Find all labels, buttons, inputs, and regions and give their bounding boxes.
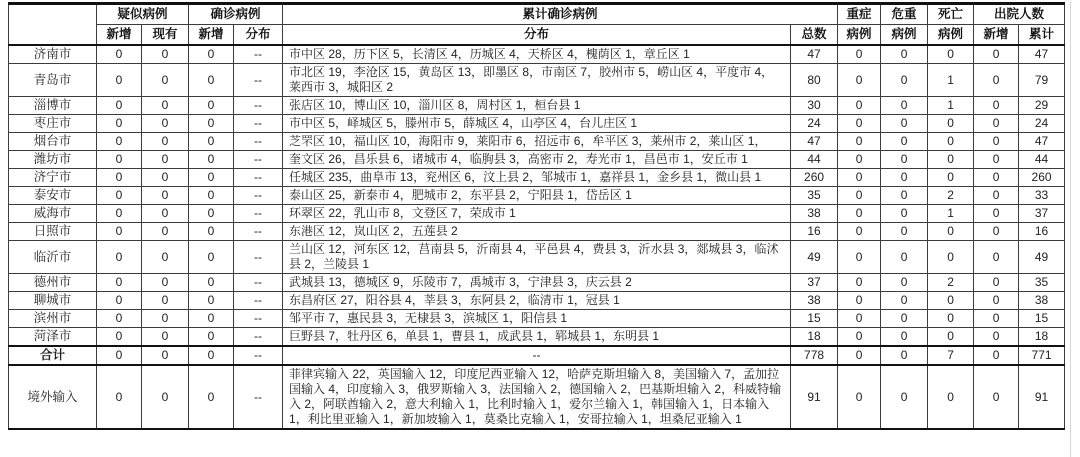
cell-total: 16	[791, 223, 838, 241]
cell-severe: 0	[838, 365, 881, 429]
cell-total: 778	[791, 346, 838, 365]
cell-conf-dist: --	[234, 151, 283, 169]
cell-city: 境外输入	[9, 365, 97, 429]
header-confirmed-group: 确诊病例	[189, 4, 283, 25]
cell-dist: 张店区 10，博山区 10，淄川区 8，周村区 1，桓台县 1	[283, 97, 791, 115]
cell-death: 0	[928, 169, 974, 187]
header-severe-line2: 病例	[838, 25, 881, 46]
cell-death: 0	[928, 292, 974, 310]
cell-severe: 0	[838, 133, 881, 151]
cell-out-total: 47	[1019, 45, 1065, 64]
cell-sus-new: 0	[97, 169, 142, 187]
cell-dist: 芝罘区 10，福山区 10，海阳市 9，莱阳市 6，招远市 6，牟平区 3，莱州市 2，莱山区 1，	[283, 133, 791, 151]
cell-conf-new: 0	[189, 187, 234, 205]
cell-severe: 0	[838, 187, 881, 205]
city-row	[9, 310, 1065, 328]
cell-sus-cur: 0	[142, 310, 189, 328]
cell-death: 0	[928, 328, 974, 347]
cell-out-total: 771	[1019, 346, 1065, 365]
cell-critical: 0	[881, 292, 928, 310]
cell-conf-dist: --	[234, 133, 283, 151]
header-city	[9, 4, 97, 46]
cell-critical: 0	[881, 169, 928, 187]
cell-conf-new: 0	[189, 45, 234, 64]
cell-out-total: 49	[1019, 241, 1065, 274]
cell-conf-new: 0	[189, 328, 234, 347]
cell-conf-new: 0	[189, 169, 234, 187]
cell-severe: 0	[838, 97, 881, 115]
cell-conf-dist: --	[234, 365, 283, 429]
cell-severe: 0	[838, 223, 881, 241]
cell-out-new: 0	[974, 133, 1019, 151]
cell-total: 24	[791, 115, 838, 133]
city-row	[9, 133, 1065, 151]
cell-conf-new: 0	[189, 346, 234, 365]
cell-conf-new: 0	[189, 274, 234, 292]
cell-severe: 0	[838, 274, 881, 292]
cell-total: 91	[791, 365, 838, 429]
cell-sus-cur: 0	[142, 223, 189, 241]
cell-out-total: 260	[1019, 169, 1065, 187]
cell-critical: 0	[881, 205, 928, 223]
header-cumulative-dist: 分布	[283, 25, 791, 46]
cell-out-total: 79	[1019, 64, 1065, 97]
cell-city: 日照市	[9, 223, 97, 241]
cell-out-total: 35	[1019, 274, 1065, 292]
cell-sus-new: 0	[97, 115, 142, 133]
cell-total: 47	[791, 133, 838, 151]
header-cumulative-total: 总数	[791, 25, 838, 46]
cell-sus-cur: 0	[142, 169, 189, 187]
cell-severe: 0	[838, 151, 881, 169]
cell-conf-dist: --	[234, 45, 283, 64]
cell-death: 0	[928, 45, 974, 64]
cell-conf-new: 0	[189, 205, 234, 223]
cell-sus-new: 0	[97, 292, 142, 310]
cell-total: 80	[791, 64, 838, 97]
cell-out-new: 0	[974, 97, 1019, 115]
cell-total: 260	[791, 169, 838, 187]
cell-conf-dist: --	[234, 187, 283, 205]
cell-total: 44	[791, 151, 838, 169]
cell-conf-dist: --	[234, 169, 283, 187]
page-right-edge	[1070, 2, 1071, 457]
cell-death: 0	[928, 310, 974, 328]
cell-death: 0	[928, 133, 974, 151]
cell-dist: 兰山区 12，河东区 12，莒南县 5，沂南县 4，平邑县 4，费县 3，沂水县 3，郯城县 3，临沭县 2，兰陵县 1	[283, 241, 791, 274]
cell-conf-dist: --	[234, 64, 283, 97]
cell-death: 0	[928, 365, 974, 429]
cell-conf-new: 0	[189, 97, 234, 115]
cell-sus-new: 0	[97, 310, 142, 328]
cell-sus-cur: 0	[142, 241, 189, 274]
cell-conf-dist: --	[234, 205, 283, 223]
cell-dist: 市中区 5，峄城区 5，滕州市 5，薛城区 4，山亭区 4，台儿庄区 1	[283, 115, 791, 133]
cell-sus-cur: 0	[142, 187, 189, 205]
city-row	[9, 45, 1065, 64]
header-row-sub	[9, 25, 1065, 46]
cell-severe: 0	[838, 169, 881, 187]
cell-out-total: 29	[1019, 97, 1065, 115]
cell-conf-dist: --	[234, 274, 283, 292]
cell-city: 聊城市	[9, 292, 97, 310]
header-critical-line1: 危重	[881, 4, 928, 25]
cell-out-new: 0	[974, 169, 1019, 187]
cell-sus-new: 0	[97, 205, 142, 223]
cell-sus-new: 0	[97, 45, 142, 64]
cell-total: 37	[791, 274, 838, 292]
cell-severe: 0	[838, 115, 881, 133]
cell-out-total: 91	[1019, 365, 1065, 429]
cell-city: 德州市	[9, 274, 97, 292]
header-suspected-group: 疑似病例	[97, 4, 189, 25]
cell-sus-cur: 0	[142, 97, 189, 115]
cell-death: 0	[928, 151, 974, 169]
cell-death: 1	[928, 64, 974, 97]
cell-critical: 0	[881, 328, 928, 347]
table-header	[9, 4, 1065, 46]
cell-sus-cur: 0	[142, 205, 189, 223]
cell-sus-new: 0	[97, 365, 142, 429]
cell-city: 烟台市	[9, 133, 97, 151]
cell-critical: 0	[881, 97, 928, 115]
cell-out-total: 37	[1019, 205, 1065, 223]
cell-conf-new: 0	[189, 133, 234, 151]
cell-severe: 0	[838, 64, 881, 97]
cell-conf-new: 0	[189, 115, 234, 133]
cell-city: 滨州市	[9, 310, 97, 328]
cell-conf-dist: --	[234, 115, 283, 133]
cell-sus-new: 0	[97, 274, 142, 292]
cell-total: 38	[791, 205, 838, 223]
cell-out-new: 0	[974, 292, 1019, 310]
cell-dist: 市北区 19，李沧区 15，黄岛区 13，即墨区 8，市南区 7，胶州市 5，崂山区 4，平度市 4，莱西市 3，城阳区 2	[283, 64, 791, 97]
cell-sus-cur: 0	[142, 151, 189, 169]
cell-critical: 0	[881, 187, 928, 205]
cell-sus-cur: 0	[142, 45, 189, 64]
header-discharged-new: 新增	[974, 25, 1019, 46]
header-row-groups	[9, 4, 1065, 25]
cell-total: 18	[791, 328, 838, 347]
cell-out-total: 44	[1019, 151, 1065, 169]
cell-critical: 0	[881, 223, 928, 241]
cell-out-new: 0	[974, 115, 1019, 133]
cell-death: 1	[928, 97, 974, 115]
cell-conf-dist: --	[234, 241, 283, 274]
cell-severe: 0	[838, 205, 881, 223]
cell-critical: 0	[881, 241, 928, 274]
cell-out-new: 0	[974, 274, 1019, 292]
cell-sus-new: 0	[97, 187, 142, 205]
header-discharged-group: 出院人数	[974, 4, 1065, 25]
cell-death: 0	[928, 115, 974, 133]
cell-dist: 任城区 235，曲阜市 13，兖州区 6，汶上县 2，邹城市 1，嘉祥县 1，金乡县 1，微山县 1	[283, 169, 791, 187]
cell-death: 0	[928, 241, 974, 274]
cell-out-total: 47	[1019, 133, 1065, 151]
header-severe-line1: 重症	[838, 4, 881, 25]
cell-dist: 环翠区 22，乳山市 8，文登区 7，荣成市 1	[283, 205, 791, 223]
cell-critical: 0	[881, 365, 928, 429]
cell-sus-new: 0	[97, 133, 142, 151]
cell-conf-dist: --	[234, 310, 283, 328]
cell-city: 枣庄市	[9, 115, 97, 133]
cell-out-new: 0	[974, 151, 1019, 169]
cell-sus-cur: 0	[142, 115, 189, 133]
cell-sus-cur: 0	[142, 292, 189, 310]
cell-out-total: 24	[1019, 115, 1065, 133]
cell-conf-dist: --	[234, 328, 283, 347]
header-suspected-new: 新增	[97, 25, 142, 46]
cell-sus-cur: 0	[142, 365, 189, 429]
cell-death: 7	[928, 346, 974, 365]
cell-conf-dist: --	[234, 292, 283, 310]
cell-city: 济宁市	[9, 169, 97, 187]
cell-sus-cur: 0	[142, 274, 189, 292]
cell-sus-new: 0	[97, 64, 142, 97]
city-row	[9, 274, 1065, 292]
cell-dist: 武城县 13，德城区 9，乐陵市 7，禹城市 3，宁津县 3，庆云县 2	[283, 274, 791, 292]
cell-conf-new: 0	[189, 151, 234, 169]
cell-critical: 0	[881, 133, 928, 151]
cell-dist: 邹平市 7，惠民县 3，无棣县 3，滨城区 1，阳信县 1	[283, 310, 791, 328]
cell-sus-new: 0	[97, 97, 142, 115]
city-row	[9, 223, 1065, 241]
cell-critical: 0	[881, 310, 928, 328]
cell-out-total: 33	[1019, 187, 1065, 205]
city-row	[9, 97, 1065, 115]
cell-out-new: 0	[974, 223, 1019, 241]
cell-city: 菏泽市	[9, 328, 97, 347]
cell-city: 淄博市	[9, 97, 97, 115]
cell-severe: 0	[838, 45, 881, 64]
header-discharged-cum: 累计	[1019, 25, 1065, 46]
city-row	[9, 205, 1065, 223]
header-death-line2: 病例	[928, 25, 974, 46]
cell-total: 15	[791, 310, 838, 328]
cell-sus-new: 0	[97, 223, 142, 241]
cell-city: 济南市	[9, 45, 97, 64]
cell-out-new: 0	[974, 365, 1019, 429]
cell-conf-new: 0	[189, 292, 234, 310]
cell-out-new: 0	[974, 205, 1019, 223]
cell-dist: 东昌府区 27，阳谷县 4，莘县 3，东阿县 2，临清市 1，冠县 1	[283, 292, 791, 310]
header-cumulative-group: 累计确诊病例	[283, 4, 838, 25]
city-row	[9, 64, 1065, 97]
cell-death: 2	[928, 274, 974, 292]
cell-total: 47	[791, 45, 838, 64]
cell-death: 0	[928, 223, 974, 241]
cell-out-new: 0	[974, 346, 1019, 365]
cell-dist: 市中区 28，历下区 5，长清区 4，历城区 4，天桥区 4，槐荫区 1，章丘区 1	[283, 45, 791, 64]
cell-severe: 0	[838, 292, 881, 310]
cell-critical: 0	[881, 45, 928, 64]
cell-out-new: 0	[974, 328, 1019, 347]
city-row	[9, 115, 1065, 133]
cell-severe: 0	[838, 310, 881, 328]
cell-critical: 0	[881, 274, 928, 292]
header-critical-line2: 病例	[881, 25, 928, 46]
cell-city: 青岛市	[9, 64, 97, 97]
cell-out-new: 0	[974, 187, 1019, 205]
cell-out-new: 0	[974, 64, 1019, 97]
cell-total: 49	[791, 241, 838, 274]
table-body	[9, 45, 1065, 429]
cell-death: 2	[928, 187, 974, 205]
cell-out-total: 18	[1019, 328, 1065, 347]
cell-conf-dist: --	[234, 346, 283, 365]
city-row	[9, 169, 1065, 187]
city-row	[9, 151, 1065, 169]
cell-conf-new: 0	[189, 310, 234, 328]
cell-sus-cur: 0	[142, 346, 189, 365]
cell-critical: 0	[881, 115, 928, 133]
total-row	[9, 346, 1065, 365]
cell-conf-dist: --	[234, 223, 283, 241]
cell-dist: 巨野县 7，牡丹区 6，单县 1，曹县 1，成武县 1，郓城县 1，东明县 1	[283, 328, 791, 347]
cell-out-new: 0	[974, 241, 1019, 274]
cell-severe: 0	[838, 328, 881, 347]
cell-total: 30	[791, 97, 838, 115]
header-suspected-existing: 现有	[142, 25, 189, 46]
city-row	[9, 292, 1065, 310]
cell-conf-dist: --	[234, 97, 283, 115]
cell-critical: 0	[881, 151, 928, 169]
cell-total: 35	[791, 187, 838, 205]
cell-severe: 0	[838, 346, 881, 365]
cell-conf-new: 0	[189, 223, 234, 241]
cell-city: 泰安市	[9, 187, 97, 205]
cell-critical: 0	[881, 64, 928, 97]
cell-conf-new: 0	[189, 64, 234, 97]
cell-city: 临沂市	[9, 241, 97, 274]
cell-sus-new: 0	[97, 346, 142, 365]
cell-out-total: 15	[1019, 310, 1065, 328]
cell-dist: 菲律宾输入 22，英国输入 12，印度尼西亚输入 12，哈萨克斯坦输入 8，美国输入 7，孟加拉国输入 4，印度输入 3，俄罗斯输入 3，法国输入 2，德国输入 2，巴基斯坦输入 2，科威特输入 2，阿联酋输入 2，意大利输入 1，比利时输入 1，爱尔兰输入 1，韩国输入 1，日本输入 1，利比里亚输入 1，新加坡输入 1，莫桑比克输入 1，安哥拉输入 1，坦桑尼亚输入 1	[283, 365, 791, 429]
cell-sus-cur: 0	[142, 64, 189, 97]
cell-dist: 东港区 12，岚山区 2，五莲县 2	[283, 223, 791, 241]
covid-stats-table	[8, 2, 1065, 430]
cell-conf-new: 0	[189, 241, 234, 274]
cell-out-new: 0	[974, 45, 1019, 64]
cell-severe: 0	[838, 241, 881, 274]
cell-city: 合计	[9, 346, 97, 365]
city-row	[9, 328, 1065, 347]
cell-dist: 泰山区 25，新泰市 4，肥城市 2，东平县 2，宁阳县 1，岱岳区 1	[283, 187, 791, 205]
cell-sus-new: 0	[97, 151, 142, 169]
cell-death: 1	[928, 205, 974, 223]
cell-out-new: 0	[974, 310, 1019, 328]
cell-dist: --	[283, 346, 791, 365]
cell-critical: 0	[881, 346, 928, 365]
cell-sus-cur: 0	[142, 328, 189, 347]
header-death-line1: 死亡	[928, 4, 974, 25]
cell-conf-new: 0	[189, 365, 234, 429]
city-row	[9, 241, 1065, 274]
cell-out-total: 38	[1019, 292, 1065, 310]
header-confirmed-dist: 分布	[234, 25, 283, 46]
cell-out-total: 16	[1019, 223, 1065, 241]
cell-dist: 奎文区 26，昌乐县 6，诸城市 4，临朐县 3，高密市 2，寿光市 1，昌邑市 1，安丘市 1	[283, 151, 791, 169]
cell-city: 潍坊市	[9, 151, 97, 169]
import-row	[9, 365, 1065, 429]
cell-total: 38	[791, 292, 838, 310]
cell-sus-new: 0	[97, 241, 142, 274]
header-confirmed-new: 新增	[189, 25, 234, 46]
cell-sus-new: 0	[97, 328, 142, 347]
city-row	[9, 187, 1065, 205]
cell-sus-cur: 0	[142, 133, 189, 151]
cell-city: 威海市	[9, 205, 97, 223]
